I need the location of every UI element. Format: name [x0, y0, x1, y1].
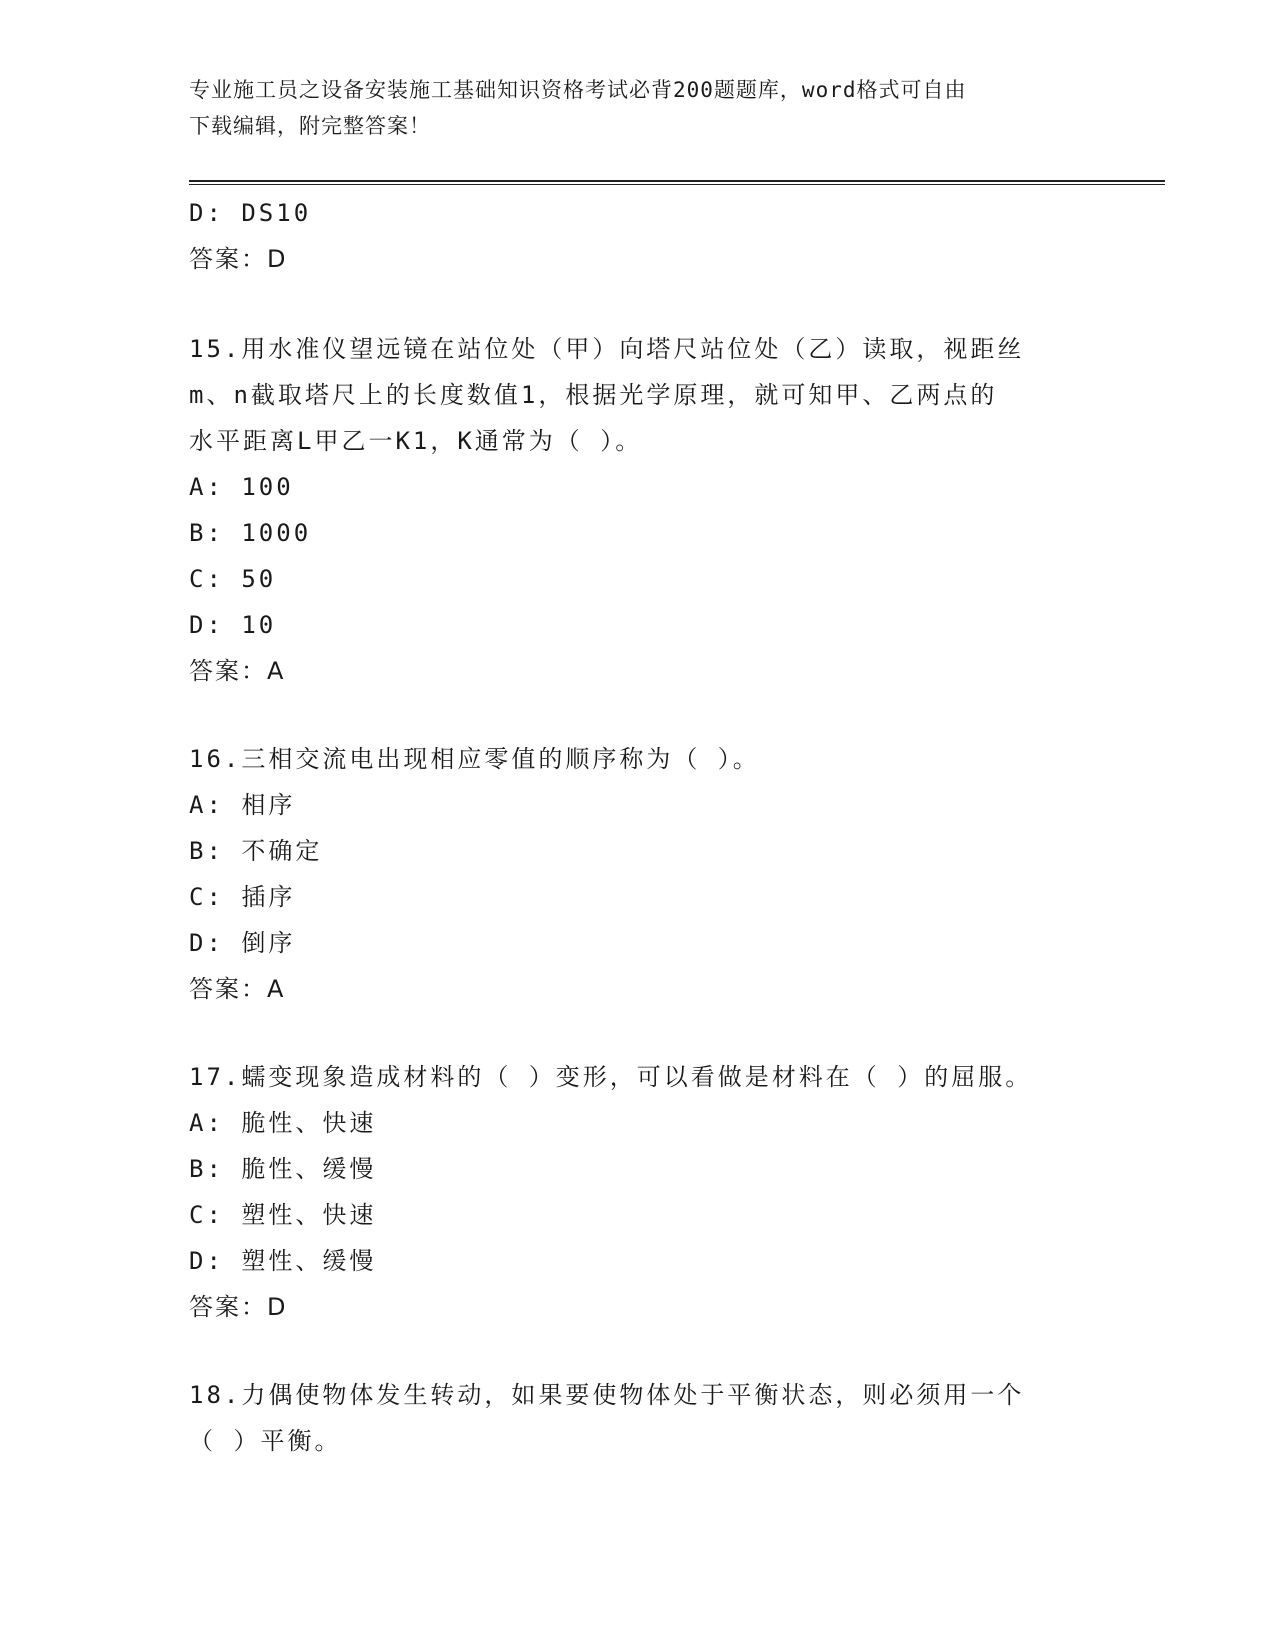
- answer: 答案：A: [189, 657, 286, 685]
- question-18: [189, 1372, 1089, 1464]
- header-divider-thin: [189, 184, 1165, 185]
- option-c: C: 50: [189, 565, 277, 593]
- option-c: C: 塑性、快速: [189, 1201, 377, 1229]
- option-d: D: 10: [189, 611, 277, 639]
- answer: 答案：D: [189, 1293, 288, 1321]
- answer: 答案：D: [189, 245, 288, 273]
- option-d: D: 塑性、缓慢: [189, 1247, 377, 1275]
- option-d: D: DS10: [189, 199, 312, 227]
- option-c: C: 插序: [189, 883, 296, 911]
- question-text-line: 水平距离L甲乙一K1，K通常为（ ）。: [189, 427, 643, 455]
- question-15: [189, 326, 1089, 694]
- question-text-line: （ ）平衡。: [189, 1427, 342, 1455]
- question-text-line: 18.力偶使物体发生转动，如果要使物体处于平衡状态，则必须用一个: [189, 1381, 1025, 1409]
- option-b: B: 不确定: [189, 837, 323, 865]
- header-line-1: 专业施工员之设备安装施工基础知识资格考试必背200题题库，word格式可自由: [189, 78, 967, 102]
- question-text-line: m、n截取塔尺上的长度数值1，根据光学原理，就可知甲、乙两点的: [189, 381, 998, 409]
- option-a: A: 相序: [189, 791, 296, 819]
- header-divider-thick: [189, 180, 1165, 182]
- question-16: [189, 736, 1089, 1012]
- question-text-line: 15.用水准仪望远镜在站位处（甲）向塔尺站位处（乙）读取，视距丝: [189, 335, 1025, 363]
- option-d: D: 倒序: [189, 929, 296, 957]
- header-line-2: 下载编辑，附完整答案！: [189, 114, 431, 138]
- option-b: B: 1000: [189, 519, 312, 547]
- option-a: A: 100: [189, 473, 294, 501]
- option-b: B: 脆性、缓慢: [189, 1155, 377, 1183]
- question-text-line: 17.蠕变现象造成材料的（ ）变形，可以看做是材料在（ ）的屈服。: [189, 1063, 1033, 1091]
- document-header: [189, 72, 1089, 144]
- answer: 答案：A: [189, 975, 286, 1003]
- question-17: [189, 1054, 1089, 1330]
- question-list: [189, 190, 1089, 1464]
- question-text-line: 16.三相交流电出现相应零值的顺序称为（ ）。: [189, 745, 760, 773]
- option-a: A: 脆性、快速: [189, 1109, 377, 1137]
